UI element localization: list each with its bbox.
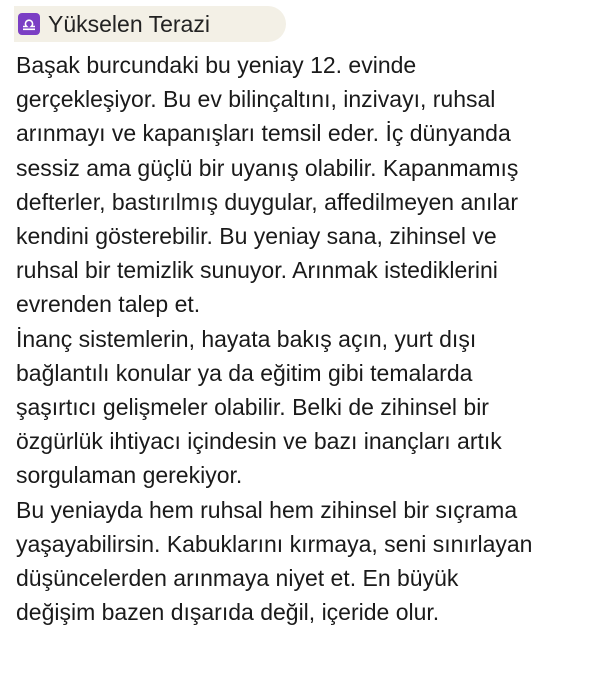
paragraph: İnanç sistemlerin, hayata bakış açın, yurt dışı bağlantılı konular ya da eğitim gibi temalarda şaşırtıcı gelişmeler olabilir. Belki de zihinsel bir özgürlük ihtiyacı içindesin ve bazı inançları artık sorgulaman gerekiyor. [16, 325, 502, 489]
heading-title: Yükselen Terazi [48, 10, 210, 37]
section-heading [14, 6, 286, 42]
article-body [16, 48, 602, 629]
paragraph: Başak burcundaki bu yeniay 12. evinde gerçekleşiyor. Bu ev bilinçaltını, inzivayı, ruhsal arınmayı ve kapanışları temsil eder. İç dünyanda sessiz ama güçlü bir uyanış olabilir. Kapanmamış defterler, bastırılmış duygular, affedilmeyen anılar kendini gösterebilir. Bu yeniay sana, zihinsel ve ruhsal bir temizlik sunuyor. Arınmak istediklerini evrenden talep et. [16, 52, 519, 318]
libra-icon [18, 13, 40, 35]
paragraph: Bu yeniayda hem ruhsal hem zihinsel bir sıçrama yaşayabilirsin. Kabuklarını kırmaya, seni sınırlayan düşüncelerden arınmaya niyet et. En büyük değişim bazen dışarıda değil, içeride olur. [16, 496, 533, 626]
